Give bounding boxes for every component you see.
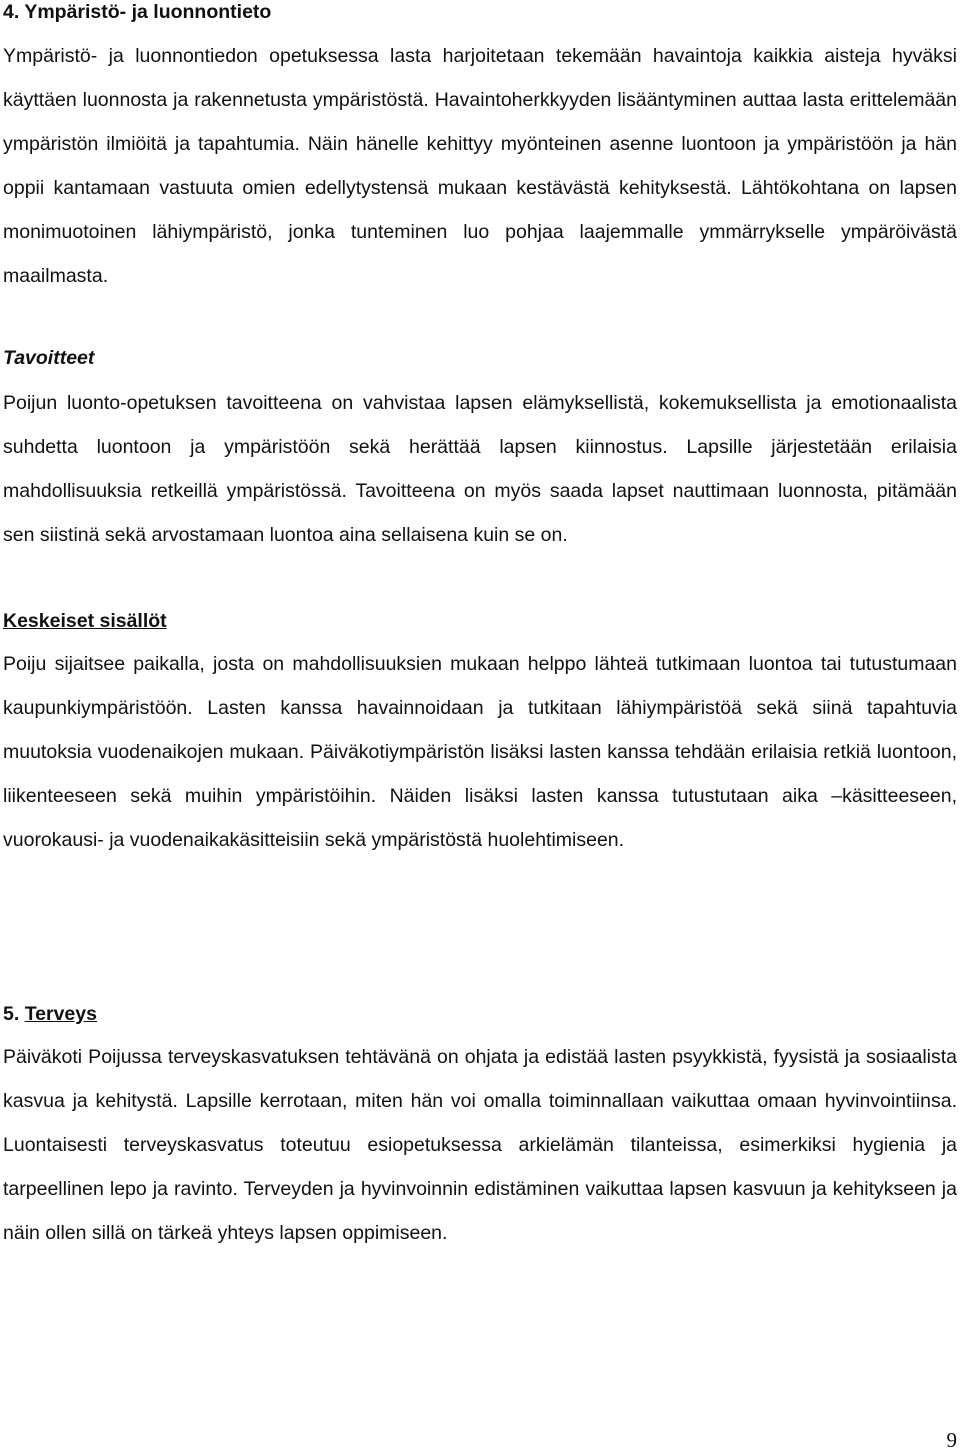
goals-heading: Tavoitteet bbox=[3, 347, 95, 369]
goals-paragraph: Poijun luonto-opetuksen tavoitteena on vahvistaa lapsen elämyksellistä, kokemuksellista ja emotionaalista suhdetta luontoon ja ympäristöön sekä herättää lapsen kiinnostus. Lapsille järjestetään erilaisia mahdollisuuksia retkeillä ympäristössä. Tavoitteena on myös saada lapset nauttimaan luonnosta, pitämään sen siistinä sekä arvostamaan luontoa aina sellaisena kuin se on. bbox=[3, 392, 957, 546]
section5-title bbox=[3, 1002, 97, 1026]
section4-title: 4. Ympäristö- ja luonnontieto bbox=[3, 1, 272, 23]
section4-intro: Ympäristö- ja luonnontiedon opetuksessa lasta harjoitetaan tekemään havaintoja kaikkia aisteja hyväksi käyttäen luonnosta ja rakennetusta ympäristöstä. Havaintoherkkyyden lisääntyminen auttaa lasta erittelemään ympäristön ilmiöitä ja tapahtumia. Näin hänelle kehittyy myönteinen asenne luontoon ja ympäristöön ja hän oppii kantamaan vastuuta omien edellytystensä mukaan kestävästä kehityksestä. Lähtökohtana on lapsen monimuotoinen lähiympäristö, jonka tunteminen luo pohjaa laajemmalle ymmärrykselle ympäröivästä maailmasta. bbox=[3, 45, 957, 287]
section5-number: 5. bbox=[3, 1003, 20, 1025]
section5-paragraph: Päiväkoti Poijussa terveyskasvatuksen tehtävänä on ohjata ja edistää lasten psyykkistä, fyysistä ja sosiaalista kasvua ja kehitystä. Lapsille kerrotaan, miten hän voi omalla toiminnallaan vaikuttaa omaan hyvinvointiinsa. Luontaisesti terveyskasvatus toteutuu esiopetuksessa arkielämän tilanteissa, esimerkiksi hygienia ja tarpeellinen lepo ja ravinto. Terveyden ja hyvinvoinnin edistäminen vaikuttaa lapsen kasvuun ja kehitykseen ja näin ollen sillä on tärkeä yhteys lapsen oppimiseen. bbox=[3, 1046, 957, 1244]
section5-title-text: Terveys bbox=[24, 1003, 97, 1025]
page-number: 9 bbox=[946, 1428, 957, 1452]
content-paragraph: Poiju sijaitsee paikalla, josta on mahdollisuuksien mukaan helppo lähteä tutkimaan luontoa tai tutustumaan kaupunkiympäristöön. Lasten kanssa havainnoidaan ja tutkitaan lähiympäristöä sekä siinä tapahtuvia muutoksia vuodenaikojen mukaan. Päiväkotiympäristön lisäksi lasten kanssa tehdään erilaisia retkiä luontoon, liikenteeseen sekä muihin ympäristöihin. Näiden lisäksi lasten kanssa tutustutaan aika –käsitteeseen, vuorokausi- ja vuodenaikakäsitteisiin sekä ympäristöstä huolehtimiseen. bbox=[3, 653, 957, 851]
content-heading: Keskeiset sisällöt bbox=[3, 610, 167, 632]
